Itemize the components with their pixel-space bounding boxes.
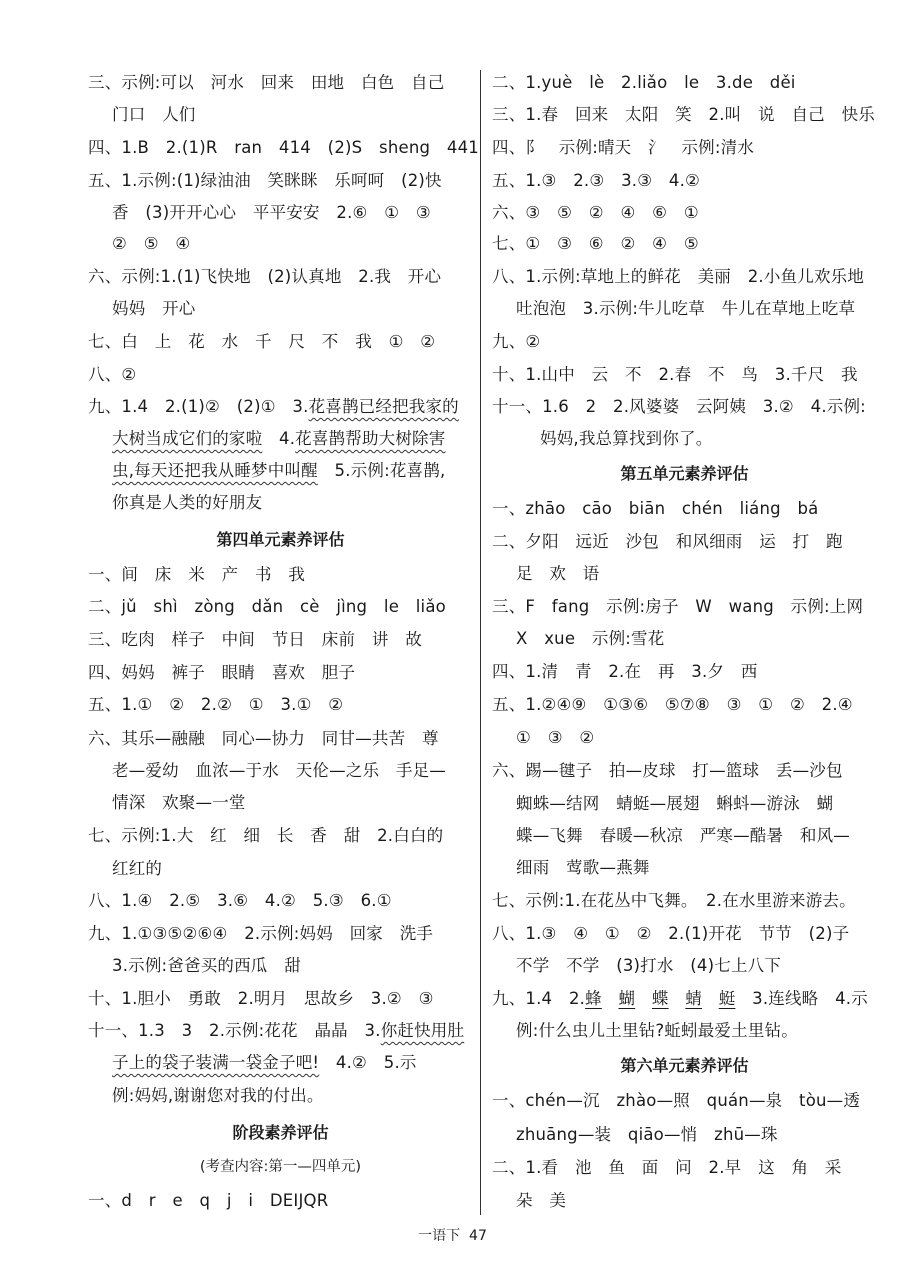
text-line: 五、1.示例:(1)绿油油 笑眯眯 乐呵呵 (2)快 [88, 171, 442, 190]
text-line: 八、1.③ ④ ① ② 2.(1)开花 节节 (2)子 [492, 924, 850, 943]
text-line: 六、③ ⑤ ② ④ ⑥ ① [492, 203, 699, 222]
text-line: 八、② [88, 365, 137, 384]
unit5-title: 第五单元素养评估 [620, 464, 749, 483]
question-9-line [112, 428, 445, 450]
text-line: 六、踢—毽子 拍—皮球 打—篮球 丢—沙包 [492, 761, 843, 780]
text-line: ② ⑤ ④ [112, 234, 191, 253]
footer-label: 一语下 [418, 1228, 461, 1244]
question-11-prefix: 十一、1.3 3 2.示例:花花 晶晶 3. [88, 1021, 381, 1040]
question-9-line [112, 460, 445, 482]
underlined-word: 蝶 [651, 989, 669, 1008]
stage-subtitle: (考查内容:第一—四单元) [199, 1159, 362, 1175]
question-9-prefix: 九、1.4 2.(1)② (2)① 3. [88, 397, 309, 416]
text-line: 二、1.yuè lè 2.liǎo le 3.de děi [492, 73, 796, 92]
text-line: 七、① ③ ⑥ ② ④ ⑤ [492, 234, 699, 253]
text-line: 不学 不学 (3)打水 (4)七上八下 [516, 956, 782, 975]
text-line: 例:妈妈,谢谢您对我的付出。 [112, 1086, 324, 1105]
text-line: 四、1.B 2.(1)R ran 414 (2)S sheng 441 [88, 138, 479, 157]
question-9-line [88, 396, 459, 418]
question-9-line [492, 988, 868, 1010]
text-line: 五、1.②④⑨ ①③⑥ ⑤⑦⑧ ③ ① ② 2.④ [492, 695, 853, 714]
text-line: 十、1.山中 云 不 2.春 不 鸟 3.千尺 我 [492, 365, 858, 384]
unit4-title: 第四单元素养评估 [216, 530, 345, 549]
text-line: 香 (3)开开心心 平平安安 2.⑥ ① ③ [112, 203, 431, 222]
wavy-answer: 你赶快用肚 [380, 1021, 465, 1040]
text-line: 六、其乐—融融 同心—协力 同甘—共苦 尊 [88, 729, 439, 748]
stage-title: 阶段素养评估 [232, 1123, 329, 1142]
text-line: 四、1.清 青 2.在 再 3.夕 西 [492, 662, 758, 681]
text-line: 四、阝 示例:晴天 氵 示例:清水 [492, 138, 755, 157]
wavy-answer: 虫,每天还把我从睡梦中叫醒 [112, 461, 318, 480]
text-line: 三、1.春 回来 太阳 笑 2.叫 说 自己 快乐 [492, 105, 875, 124]
wavy-answer: 花喜鹊帮助大树除害 [295, 429, 446, 448]
text-line: 三、示例:可以 河水 回来 田地 白色 自己 [88, 73, 445, 92]
question-9-tail: 3.连线略 4.示 [735, 989, 868, 1008]
question-9-tail: 5.示例:花喜鹊, [317, 461, 446, 480]
text-line: 五、1.③ 2.③ 3.③ 4.② [492, 171, 701, 190]
text-line: 八、1.④ 2.⑤ 3.⑥ 4.② 5.③ 6.① [88, 891, 392, 910]
text-line: 一、zhāo cāo biān chén liáng bá [492, 499, 819, 518]
text-line: 一、d r e q j i DEIJQR [88, 1191, 329, 1210]
underlined-word: 蜻 [685, 989, 703, 1008]
text-line: 五、1.① ② 2.② ① 3.① ② [88, 695, 344, 714]
text-line: 七、白 上 花 水 千 尺 不 我 ① ② [88, 332, 436, 351]
question-11-line [112, 1052, 417, 1074]
question-11-tail: 4.② 5.示 [319, 1053, 417, 1072]
text-line: 二、1.看 池 鱼 面 问 2.早 这 角 采 [492, 1158, 842, 1177]
text-line: 蜘蛛—结网 蜻蜓—展翅 蝌蚪—游泳 蝴 [516, 794, 834, 813]
text-line: 蝶—飞舞 春暖—秋凉 严寒—酷暑 和风— [516, 826, 850, 845]
text-line: 吐泡泡 3.示例:牛儿吃草 牛儿在草地上吃草 [516, 299, 856, 318]
text-line: 七、示例:1.大 红 细 长 香 甜 2.白白的 [88, 826, 444, 845]
wavy-answer: 子上的袋子装满一袋金子吧! [112, 1053, 320, 1072]
text-line: zhuāng—装 qiāo—悄 zhū—珠 [516, 1125, 778, 1144]
question-9-mid: 4. [262, 429, 296, 448]
text-line: 四、妈妈 裤子 眼睛 喜欢 胆子 [88, 663, 356, 682]
underlined-word: 蜓 [718, 989, 736, 1008]
text-line: 足 欢 语 [516, 564, 600, 583]
text-line: 二、夕阳 远近 沙包 和风细雨 运 打 跑 [492, 532, 843, 551]
text-line: 八、1.示例:草地上的鲜花 美丽 2.小鱼儿欢乐地 [492, 267, 865, 286]
text-line: 二、jǔ shì zòng dǎn cè jìng le liǎo [88, 597, 446, 616]
page-footer [0, 1226, 905, 1246]
text-line: 例:什么虫儿土里钻?蚯蚓最爱土里钻。 [516, 1021, 798, 1040]
text-line: 门口 人们 [112, 105, 196, 124]
text-line: 九、② [492, 332, 541, 351]
wavy-answer: 大树当成它们的家啦 [112, 429, 263, 448]
underlined-word: 蜂 [585, 989, 602, 1008]
text-line: 妈妈,我总算找到你了。 [540, 429, 713, 448]
text-line: 十、1.胆小 勇敢 2.明月 思故乡 3.② ③ [88, 989, 434, 1008]
question-11-line [88, 1020, 464, 1042]
text-line: 一、chén—沉 zhào—照 quán—泉 tòu—透 [492, 1091, 861, 1110]
text-line: 十一、1.6 2 2.风婆婆 云阿姨 3.② 4.示例: [492, 397, 866, 416]
page-number: 47 [469, 1228, 487, 1244]
unit6-title: 第六单元素养评估 [620, 1056, 749, 1075]
text-line: 你真是人类的好朋友 [112, 493, 263, 512]
text-line: 老—爱幼 血浓—于水 天伦—之乐 手足— [112, 761, 446, 780]
text-line: 三、F fang 示例:房子 W wang 示例:上网 [492, 597, 864, 616]
text-line: 七、示例:1.在花丛中飞舞。 2.在水里游来游去。 [492, 891, 856, 910]
text-line: X xue 示例:雪花 [516, 629, 665, 648]
underlined-word: 蝴 [618, 989, 636, 1008]
text-line: 九、1.①③⑤②⑥④ 2.示例:妈妈 回家 洗手 [88, 924, 434, 943]
text-line: 六、示例:1.(1)飞快地 (2)认真地 2.我 开心 [88, 267, 442, 286]
text-line: 3.示例:爸爸买的西瓜 甜 [112, 956, 301, 975]
text-line: 红红的 [112, 859, 163, 878]
question-9-prefix: 九、1.4 2. [492, 989, 586, 1008]
text-line: ① ③ ② [516, 728, 595, 747]
column-divider [480, 70, 481, 1215]
text-line: 情深 欢聚—一堂 [112, 793, 246, 812]
text-line: 三、吃肉 样子 中间 节日 床前 讲 故 [88, 630, 422, 649]
wavy-answer: 花喜鹊已经把我家的 [308, 397, 459, 416]
text-line: 细雨 莺歌—燕舞 [516, 858, 650, 877]
text-line: 一、间 床 米 产 书 我 [88, 565, 306, 584]
text-line: 妈妈 开心 [112, 299, 196, 318]
text-line: 朵 美 [516, 1191, 567, 1210]
